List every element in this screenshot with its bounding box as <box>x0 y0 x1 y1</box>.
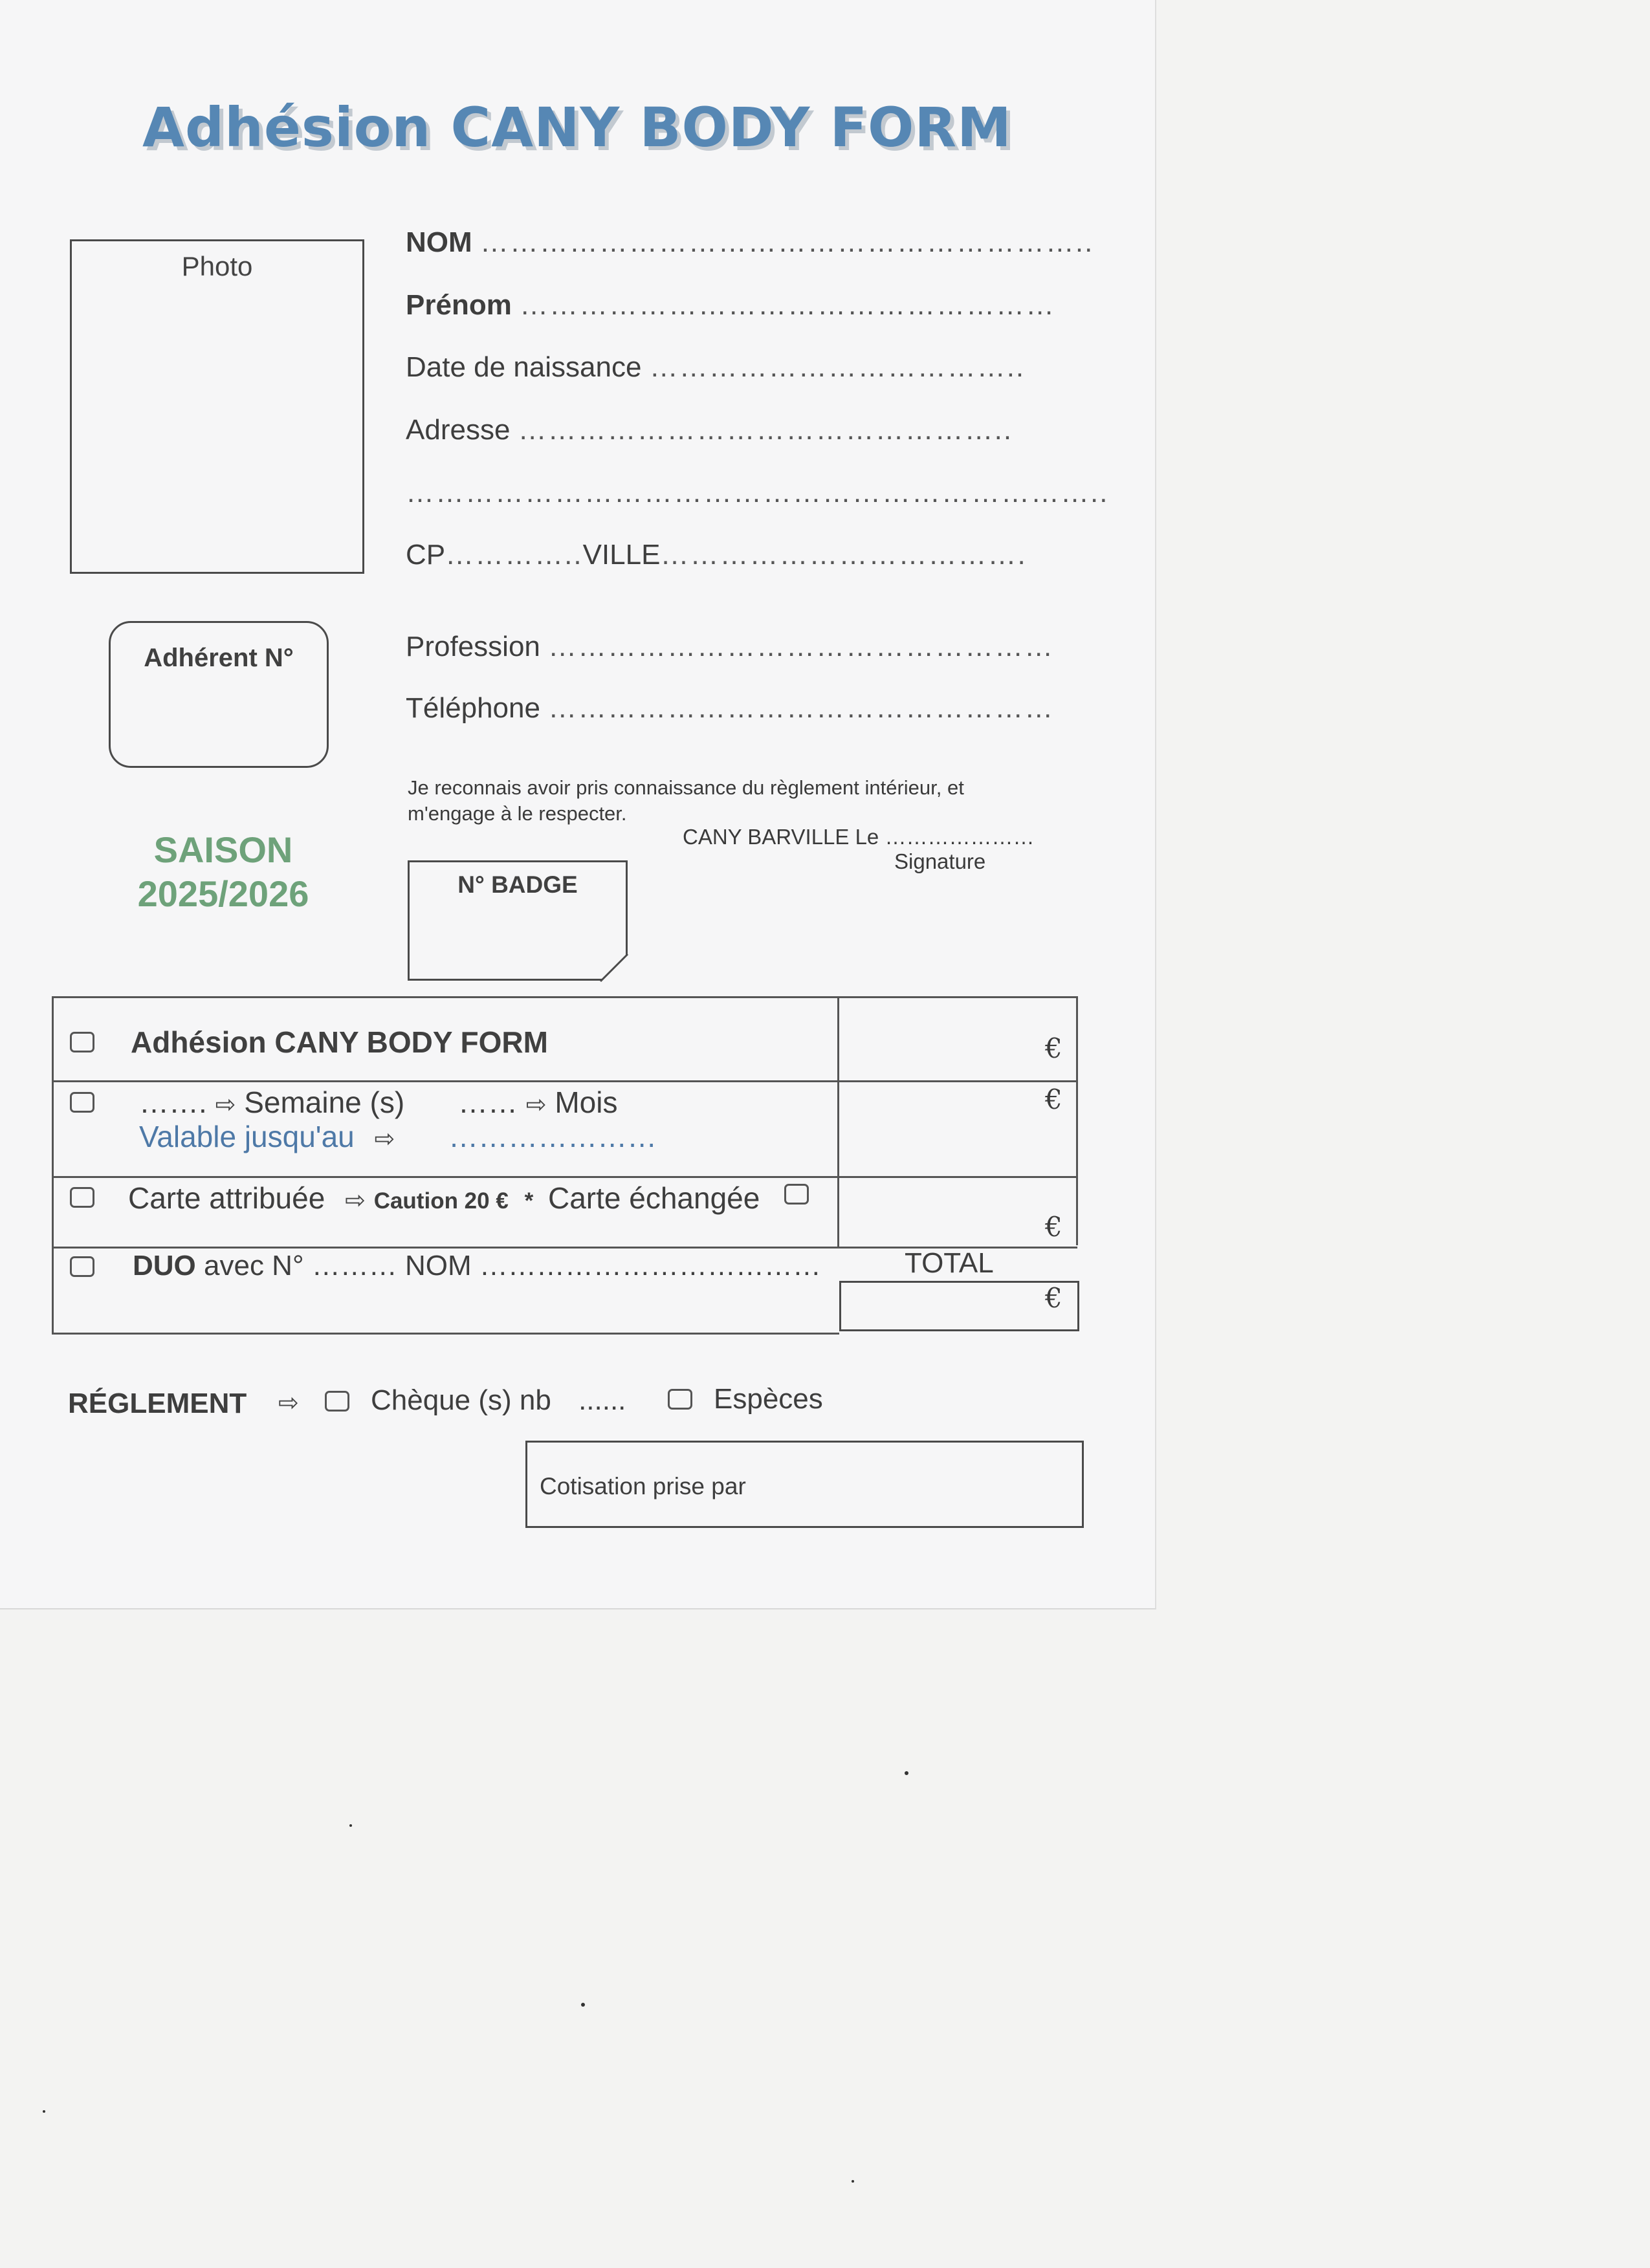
saison-years: 2025/2026 <box>137 873 309 914</box>
duo-details: avec N° ……… NOM ……………………………… <box>204 1250 821 1281</box>
field-nom[interactable] <box>406 226 1094 259</box>
checkbox-duo[interactable] <box>70 1256 94 1277</box>
badge-label: N° BADGE <box>457 871 578 898</box>
carte-echangee-label: Carte échangée <box>547 1181 760 1215</box>
valable-dots: ………………… <box>448 1120 657 1153</box>
cp-dots: ………….. <box>445 539 583 571</box>
scan-speck <box>852 2180 854 2183</box>
nom-label: NOM <box>406 226 472 258</box>
checkbox-cheque[interactable] <box>325 1391 349 1412</box>
lieu-date-line: CANY BARVILLE Le ………………… <box>683 825 1035 849</box>
adherent-number-label: Adhérent N° <box>144 644 294 672</box>
total-box[interactable] <box>839 1281 1079 1331</box>
cotisation-label: Cotisation prise par <box>540 1473 746 1499</box>
table-left-border <box>52 996 54 1334</box>
ville-label: VILLE <box>582 539 661 571</box>
telephone-label: Téléphone <box>406 692 540 724</box>
field-date-naissance[interactable] <box>406 351 1025 384</box>
prenom-dots: ……………………………………………… <box>520 289 1056 321</box>
saison-block <box>97 828 349 916</box>
table-bottom-border <box>52 1333 839 1335</box>
semaine-dots: ……. <box>139 1085 207 1119</box>
checkbox-carte-echangee[interactable] <box>784 1184 809 1205</box>
naissance-dots: ……………………………….. <box>649 351 1026 383</box>
arrow-icon: ⇨ <box>215 1091 236 1118</box>
saison-label: SAISON <box>153 829 293 870</box>
field-adresse-line2[interactable] <box>406 477 1108 509</box>
euro-sign: € <box>1045 1084 1062 1115</box>
field-prenom[interactable] <box>406 289 1055 322</box>
profession-label: Profession <box>406 631 540 662</box>
adresse-label: Adresse <box>406 414 511 446</box>
checkbox-adhesion[interactable] <box>70 1032 94 1052</box>
checkbox-semaine-mois[interactable] <box>70 1092 94 1113</box>
scan-speck <box>349 1824 352 1827</box>
checkbox-especes[interactable] <box>668 1389 692 1410</box>
mois-dots: …… <box>457 1085 518 1119</box>
reglement-label: RÉGLEMENT <box>68 1388 247 1419</box>
mois-label: Mois <box>555 1085 618 1119</box>
adresse-dots: ………………………………………….. <box>518 414 1013 446</box>
cheque-label <box>371 1384 626 1417</box>
scan-speck <box>581 2003 585 2007</box>
form-title: Adhésion CANY BODY FORM <box>142 96 1012 159</box>
euro-sign: € <box>1045 1211 1062 1243</box>
valable-label: Valable jusqu'au <box>139 1120 355 1153</box>
table-top-border <box>52 996 1077 998</box>
naissance-label: Date de naissance <box>406 351 642 383</box>
prenom-label: Prénom <box>406 289 512 321</box>
photo-label: Photo <box>181 251 253 281</box>
arrow-icon: ⇨ <box>345 1187 366 1214</box>
photo-box <box>70 239 364 574</box>
table-row-divider-1 <box>52 1080 1077 1082</box>
profession-dots: …………………………………………… <box>548 631 1055 662</box>
field-cp-ville[interactable] <box>406 539 1027 571</box>
table-right-border <box>1076 996 1078 1245</box>
semaine-label: Semaine (s) <box>244 1085 405 1119</box>
adresse2-dots: …………………………………………………………….. <box>406 477 1109 508</box>
especes-label: Espèces <box>714 1383 823 1415</box>
arrow-icon: ⇨ <box>278 1390 299 1417</box>
euro-sign: € <box>1045 1282 1062 1314</box>
cheque-dots: ...... <box>578 1384 626 1416</box>
row-duo <box>133 1250 821 1282</box>
arrow-icon: ⇨ <box>374 1126 395 1153</box>
arrow-icon: ⇨ <box>525 1091 547 1118</box>
badge-folded-corner-icon <box>599 953 629 983</box>
nom-dots: …………………………………………………….. <box>479 226 1094 258</box>
duo-label: DUO <box>133 1250 196 1281</box>
telephone-dots: …………………………………………… <box>548 692 1055 724</box>
table-row-divider-2 <box>52 1176 1077 1178</box>
signature-label: Signature <box>894 849 986 873</box>
caution-asterisk: * <box>524 1188 534 1214</box>
row-semaine-mois <box>139 1085 617 1120</box>
field-telephone[interactable] <box>406 692 1054 725</box>
row-adhesion-label: Adhésion CANY BODY FORM <box>131 1025 548 1059</box>
scan-speck <box>43 2110 45 2113</box>
row-carte <box>128 1181 760 1216</box>
field-adresse[interactable] <box>406 414 1013 446</box>
euro-sign: € <box>1045 1032 1062 1064</box>
caution-label: Caution 20 € <box>373 1188 509 1214</box>
ville-dots: ………………………………. <box>660 539 1027 571</box>
reglement-statement: Je reconnais avoir pris connaissance du règlement intérieur, et m'engage à le respecter. <box>408 776 964 825</box>
checkbox-carte-attribuee[interactable] <box>70 1187 94 1208</box>
scan-speck <box>905 1771 908 1775</box>
carte-attribuee-label: Carte attribuée <box>128 1181 325 1215</box>
field-profession[interactable] <box>406 631 1054 663</box>
table-col-divider <box>837 996 839 1248</box>
cp-label: CP <box>406 539 446 571</box>
row-valable <box>139 1119 657 1154</box>
cheque-text: Chèque (s) nb <box>371 1384 551 1416</box>
total-label: TOTAL <box>905 1247 994 1279</box>
